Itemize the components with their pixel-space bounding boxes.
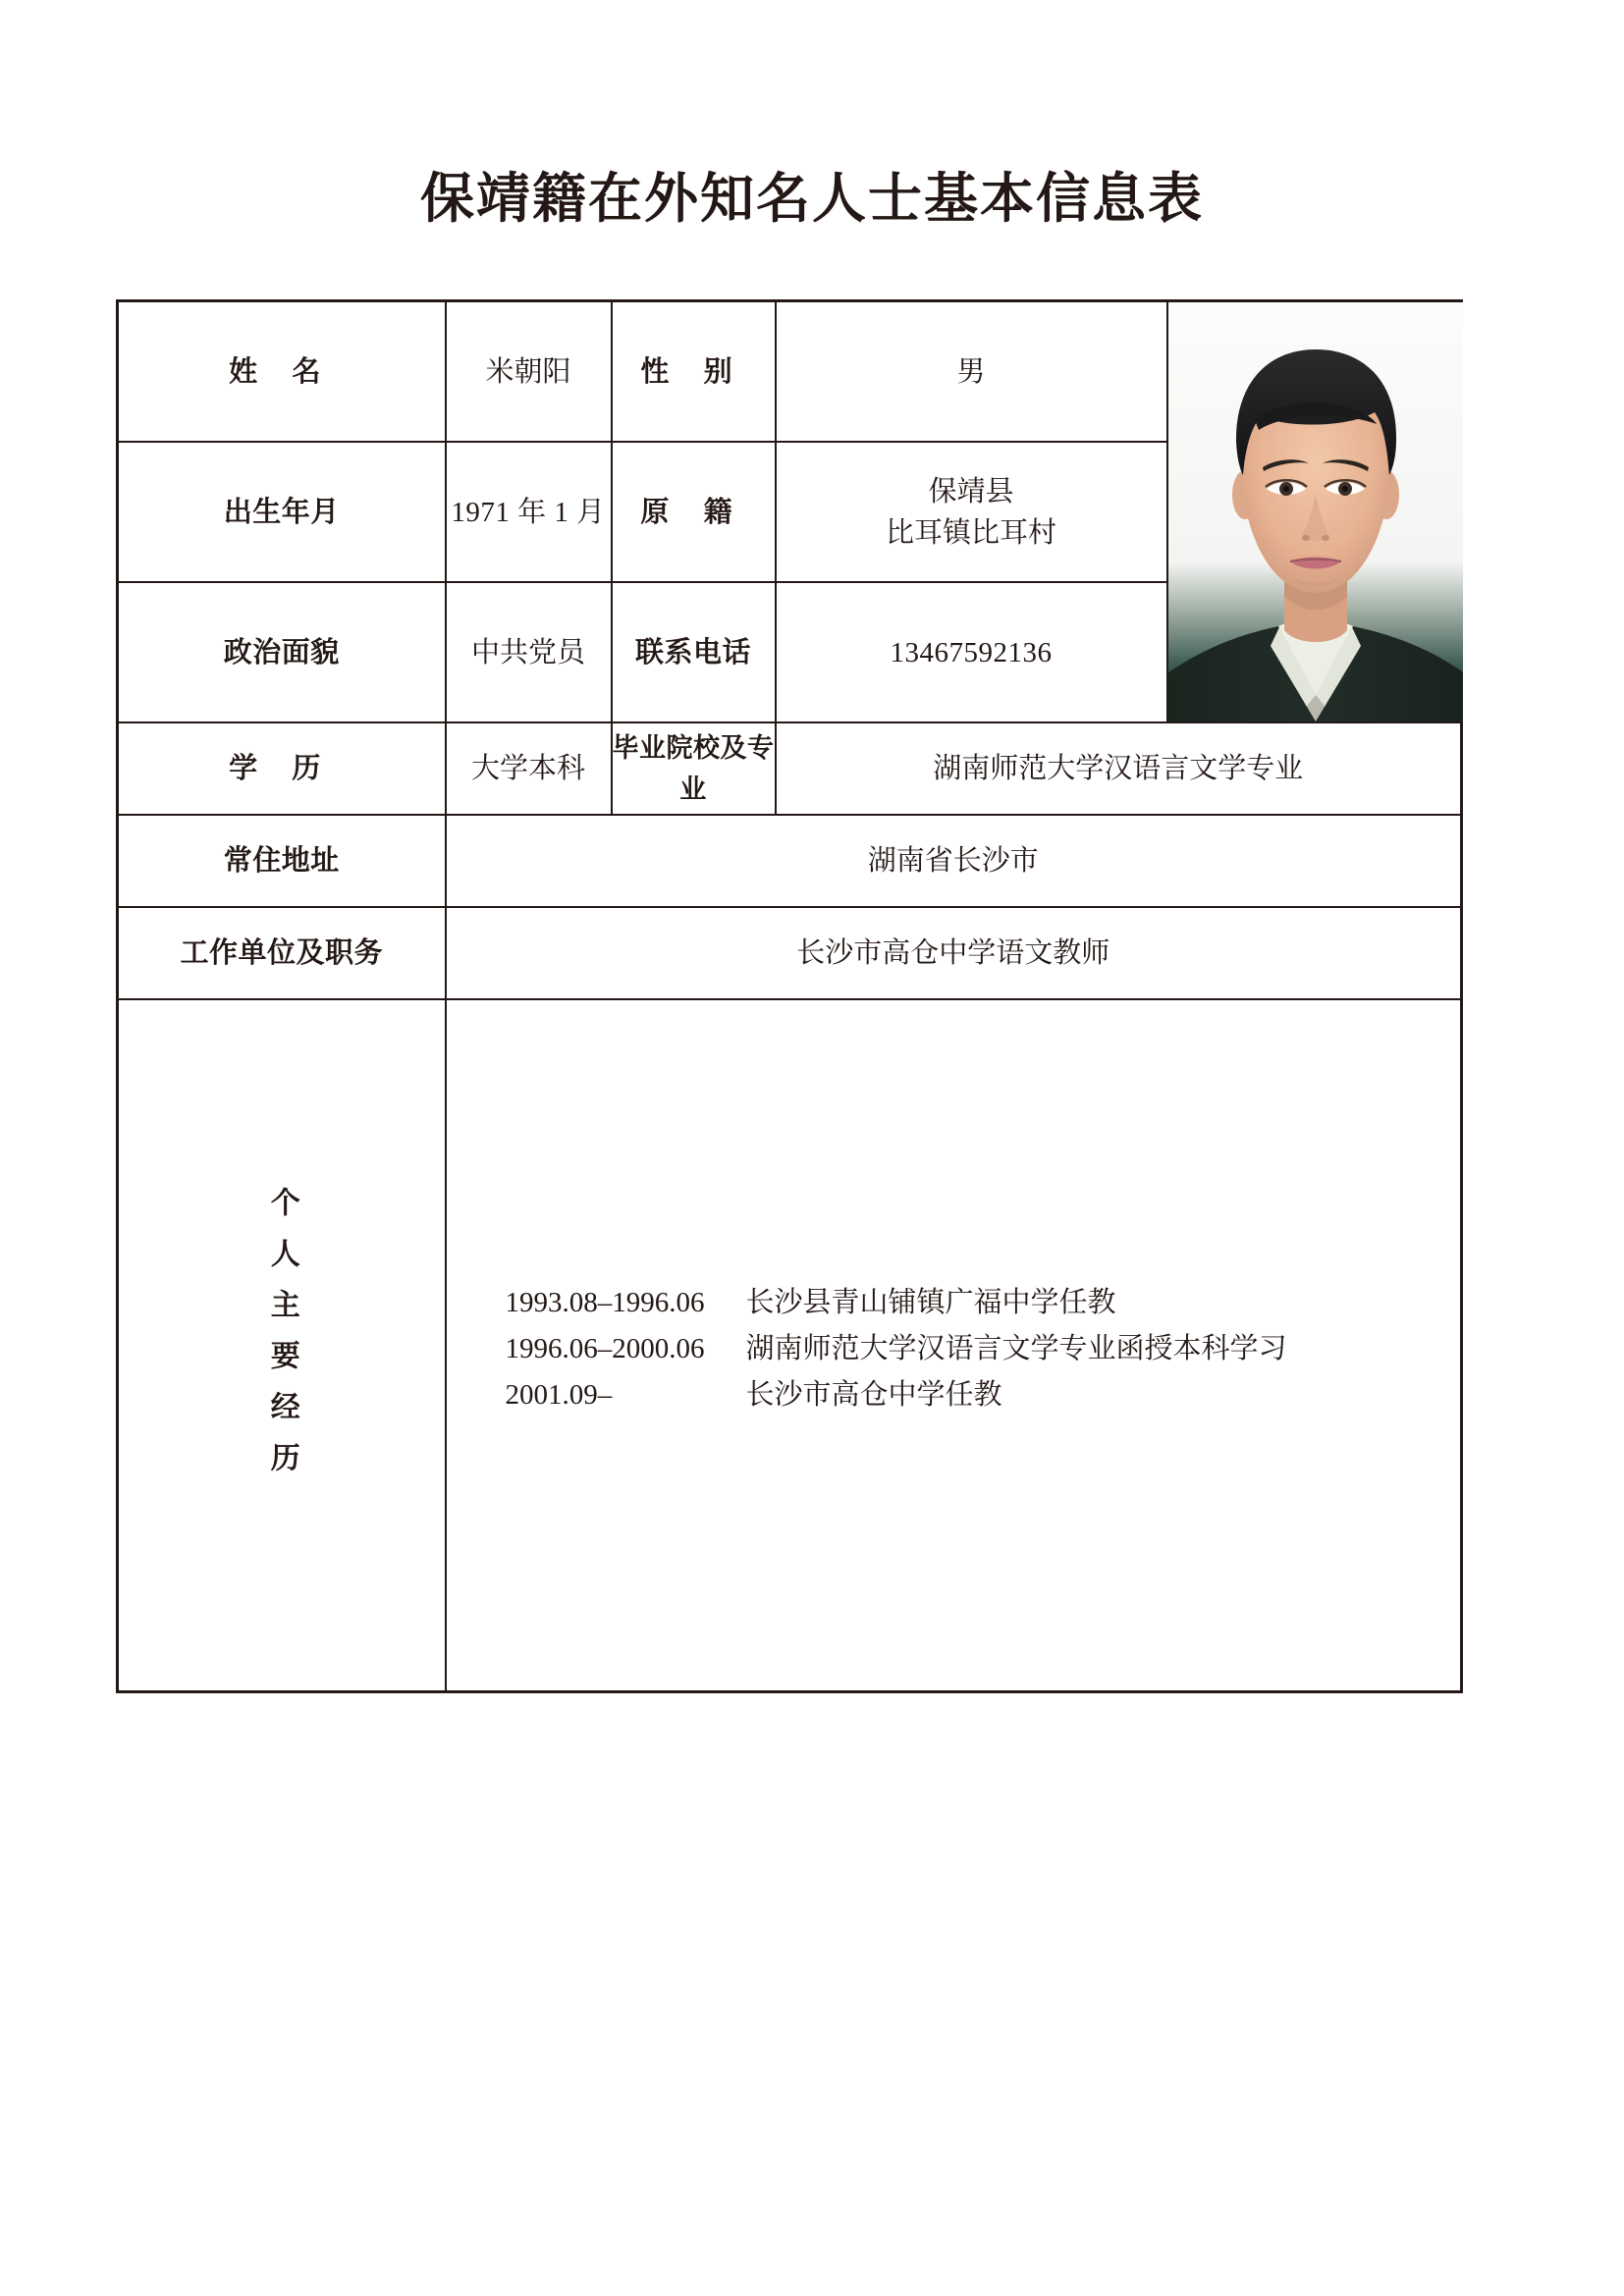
table-row-education [118, 722, 1462, 815]
page-title: 保靖籍在外知名人士基本信息表 [419, 169, 1204, 229]
value-gender-text: 男 [956, 355, 986, 388]
label-political-status-text: 政治面貌 [223, 636, 340, 668]
list-item [506, 1326, 1461, 1372]
experience-description: 长沙市高仓中学任教 [745, 1379, 1002, 1411]
value-birth-date [446, 442, 612, 582]
label-birth-date-text: 出生年月 [223, 496, 340, 528]
label-education-text: 学 历 [229, 753, 335, 784]
value-education [446, 722, 612, 815]
value-gender [776, 301, 1167, 443]
portrait-photo-image [1168, 302, 1463, 721]
label-gender [612, 301, 776, 443]
value-work-unit-position [446, 907, 1462, 999]
value-phone-text: 13467592136 [890, 636, 1053, 668]
value-work-unit-position-text: 长沙市高仓中学语文教师 [796, 937, 1110, 969]
table-row-work-unit [118, 907, 1462, 999]
label-gender-text: 性 别 [640, 355, 746, 388]
label-phone [612, 582, 776, 722]
label-residence [118, 815, 446, 907]
label-experience [118, 999, 446, 1692]
label-phone-text: 联系电话 [635, 636, 752, 668]
value-political-status-text: 中共党员 [471, 636, 586, 668]
experience-description: 长沙县青山铺镇广福中学任教 [745, 1287, 1116, 1318]
label-education [118, 722, 446, 815]
value-school-major [776, 722, 1462, 815]
label-native-place [612, 442, 776, 582]
label-native-place-text: 原 籍 [640, 496, 746, 528]
label-name-text: 姓 名 [229, 355, 335, 388]
list-item [506, 1372, 1461, 1418]
experience-description: 湖南师范大学汉语言文学专业函授本科学习 [745, 1333, 1287, 1364]
label-school-major [612, 722, 776, 815]
experience-list [447, 1272, 1461, 1418]
value-native-place-line2: 比耳镇比耳村 [886, 516, 1057, 549]
table-row-residence [118, 815, 1462, 907]
value-political-status [446, 582, 612, 722]
value-birth-date-text: 1971 年 1 月 [451, 496, 606, 528]
photo-cell [1167, 301, 1462, 723]
value-name [446, 301, 612, 443]
value-school-major-text: 湖南师范大学汉语言文学专业 [933, 753, 1304, 784]
label-work-unit-position-text: 工作单位及职务 [180, 937, 384, 969]
label-birth-date [118, 442, 446, 582]
value-name-text: 米朝阳 [485, 355, 571, 388]
label-name [118, 301, 446, 443]
experience-period: 1993.08–1996.06 [505, 1287, 705, 1318]
table-row-experience [118, 999, 1462, 1692]
value-residence-text: 湖南省长沙市 [867, 845, 1039, 877]
list-item [506, 1280, 1461, 1326]
table-row-name [118, 301, 1462, 443]
personal-info-table [116, 299, 1463, 1693]
value-residence [446, 815, 1462, 907]
value-education-text: 大学本科 [471, 753, 586, 784]
label-experience-text: 个人主要经历 [265, 1186, 298, 1493]
label-residence-text: 常住地址 [223, 845, 340, 877]
experience-period: 1996.06–2000.06 [505, 1333, 705, 1364]
label-school-major-text: 毕业院校及专业 [612, 733, 775, 804]
value-native-place [776, 442, 1167, 582]
value-native-place-line1: 保靖县 [928, 475, 1014, 507]
experience-period: 2001.09– [505, 1379, 613, 1411]
label-work-unit-position [118, 907, 446, 999]
value-phone [776, 582, 1167, 722]
portrait-photo [1168, 302, 1463, 721]
label-political-status [118, 582, 446, 722]
value-experience [446, 999, 1462, 1692]
